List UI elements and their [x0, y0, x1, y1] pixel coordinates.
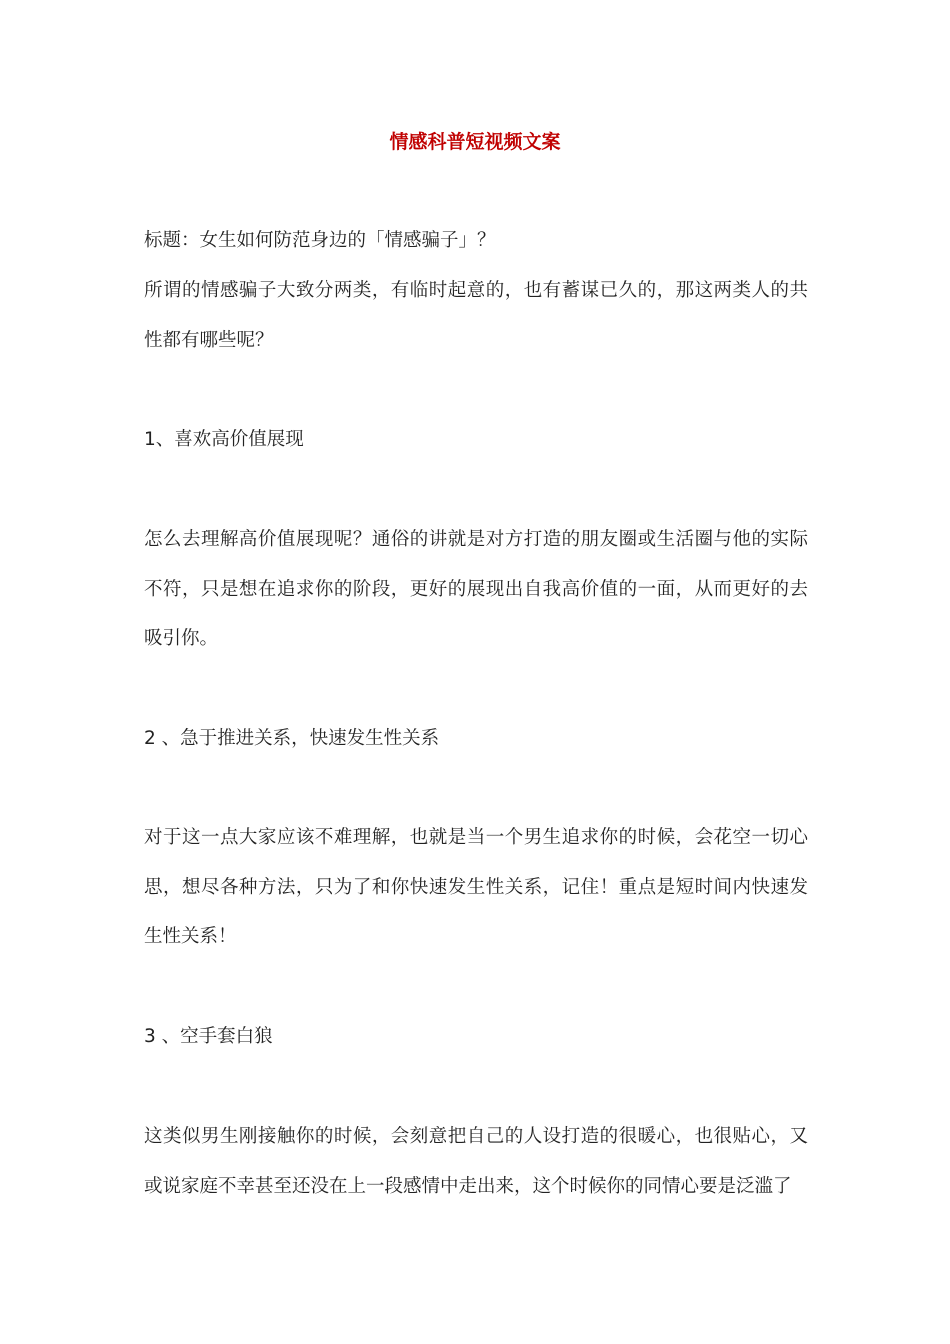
section-heading-3: 3 、空手套白狼 [144, 1026, 273, 1047]
section-paragraph-2: 对于这一点大家应该不难理解，也就是当一个男生追求你的时候，会花空一切心思，想尽各种方法，只为了和你快速发生性关系，记住！重点是短时间内快速发生性关系！ [144, 827, 808, 947]
section-paragraph-1: 怎么去理解高价值展现呢？通俗的讲就是对方打造的朋友圈或生活圈与他的实际不符，只是想在追求你的阶段，更好的展现出自我高价值的一面，从而更好的去吸引你。 [144, 529, 808, 649]
document-title: 情感科普短视频文案 [389, 131, 561, 153]
section-heading-2: 2 、急于推进关系，快速发生性关系 [144, 728, 440, 749]
section-heading-1: 1、喜欢高价值展现 [144, 429, 304, 450]
intro-paragraph: 所谓的情感骗子大致分两类，有临时起意的，也有蓄谋已久的，那这两类人的共性都有哪些呢？ [144, 280, 808, 351]
subject-line: 标题：女生如何防范身边的「情感骗子」？ [144, 230, 496, 251]
section-paragraph-3: 这类似男生刚接触你的时候，会刻意把自己的人设打造的很暖心，也很贴心，又或说家庭不幸甚至还没在上一段感情中走出来，这个时候你的同情心要是泛滥了 [144, 1126, 808, 1197]
